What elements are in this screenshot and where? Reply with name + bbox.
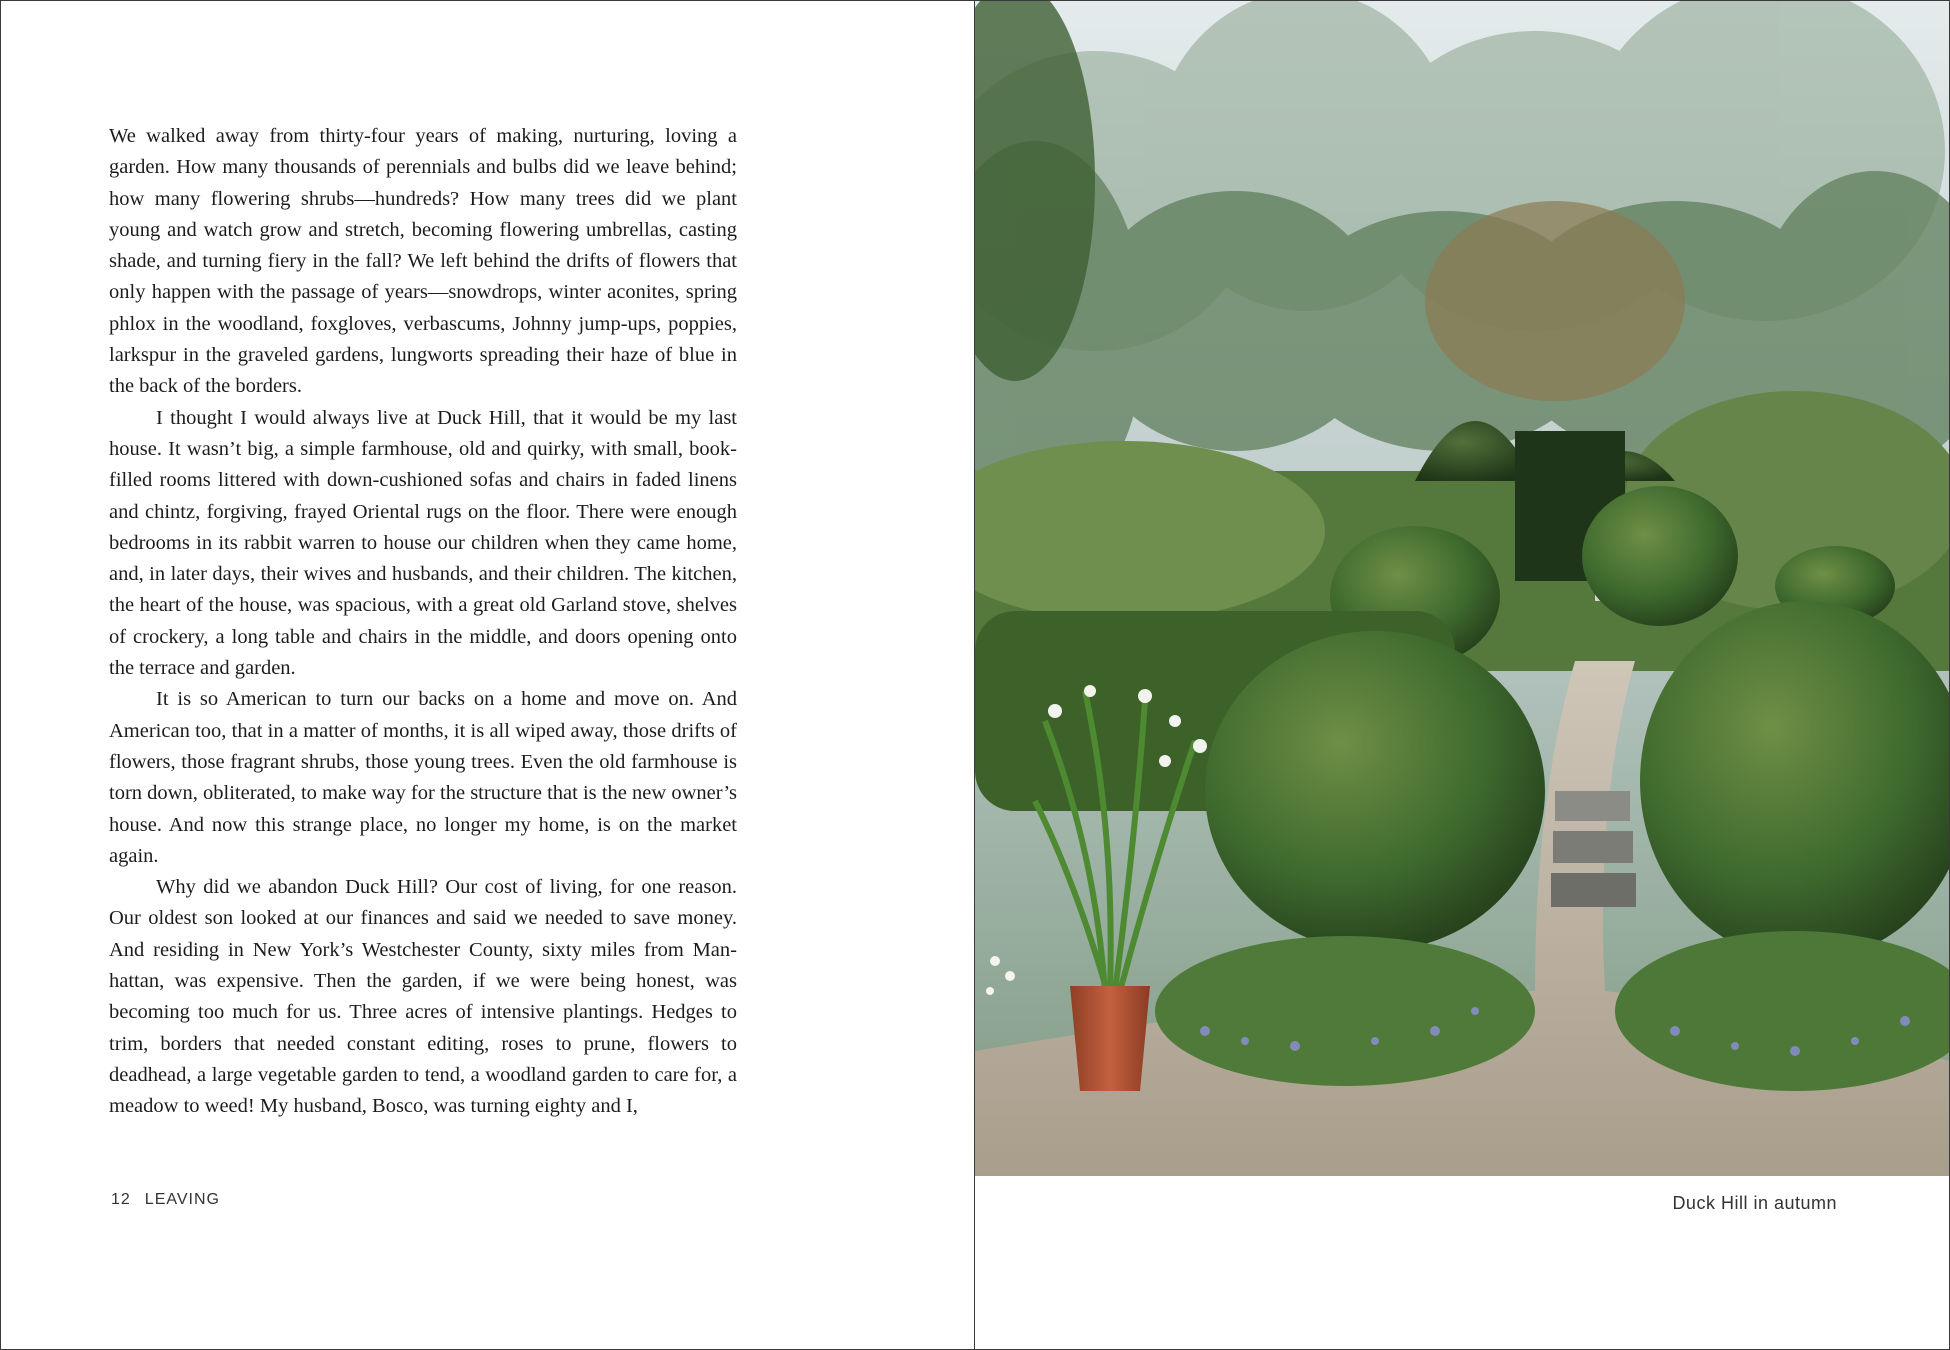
page-folio [111, 1191, 220, 1209]
right-page [975, 1, 1949, 1349]
left-page [1, 1, 975, 1349]
paragraph-1: We walked away from thirty-four years of making, nurturing, loving a garden. How many thousands of perennials and bulbs did we leave behind; how many flowering shrubs—hundreds? How many trees did we plant young and watch grow and stretch, becoming flowering umbrellas, casting shade, and turning fiery in the fall? We left behind the drifts of flowers that only happen with the passage of years—snowdrops, winter aconites, spring phlox in the woodland, foxgloves, verbascums, Johnny jump-ups, poppies, larkspur in the graveled gardens, lungworts spreading their haze of blue in the back of the borders. [109, 125, 737, 398]
body-text [109, 121, 737, 1123]
paragraph-4: Why did we abandon Duck Hill? Our cost of living, for one reason. Our oldest son looked at our finances and said we needed to save money. And residing in New York’s Westchester County, sixty miles from Manhattan, was expensive. Then the garden, if we were being honest, was becoming too much for us. Three acres of intensive plantings. Hedges to trim, borders that needed constant editing, roses to prune, flowers to deadhead, a large vegetable garden to tend, a woodland garden to care for, a meadow to weed! My husband, Bosco, was turning eighty and I, [109, 876, 737, 1118]
garden-photo [975, 1, 1949, 1176]
photo-caption: Duck Hill in autumn [1672, 1193, 1837, 1213]
paragraph-3: It is so American to turn our backs on a home and move on. And American too, that in a matter of months, it is all wiped away, those drifts of flowers, those fragrant shrubs, those young trees. Even the old farmhouse is torn down, obliterated, to make way for the structure that is the new owner’s house. And now this strange place, no longer my home, is on the market again. [109, 688, 737, 867]
running-head: LEAVING [144, 1191, 220, 1208]
paragraph-2: I thought I would always live at Duck Hill, that it would be my last house. It wasn’t big, a simple farmhouse, old and quirky, with small, book-filled rooms littered with down-cushioned sofas and chairs in faded linens and chintz, forgiving, frayed Oriental rugs on the floor. There were enough bedrooms in its rabbit warren to house our children when they came home, and, in later days, their wives and husbands, and their children. The kitchen, the heart of the house, was spacious, with a great old Garland stove, shelves of crockery, a long table and chairs in the middle, and doors opening onto the terrace and garden. [109, 406, 737, 680]
page-number: 12 [111, 1191, 131, 1208]
